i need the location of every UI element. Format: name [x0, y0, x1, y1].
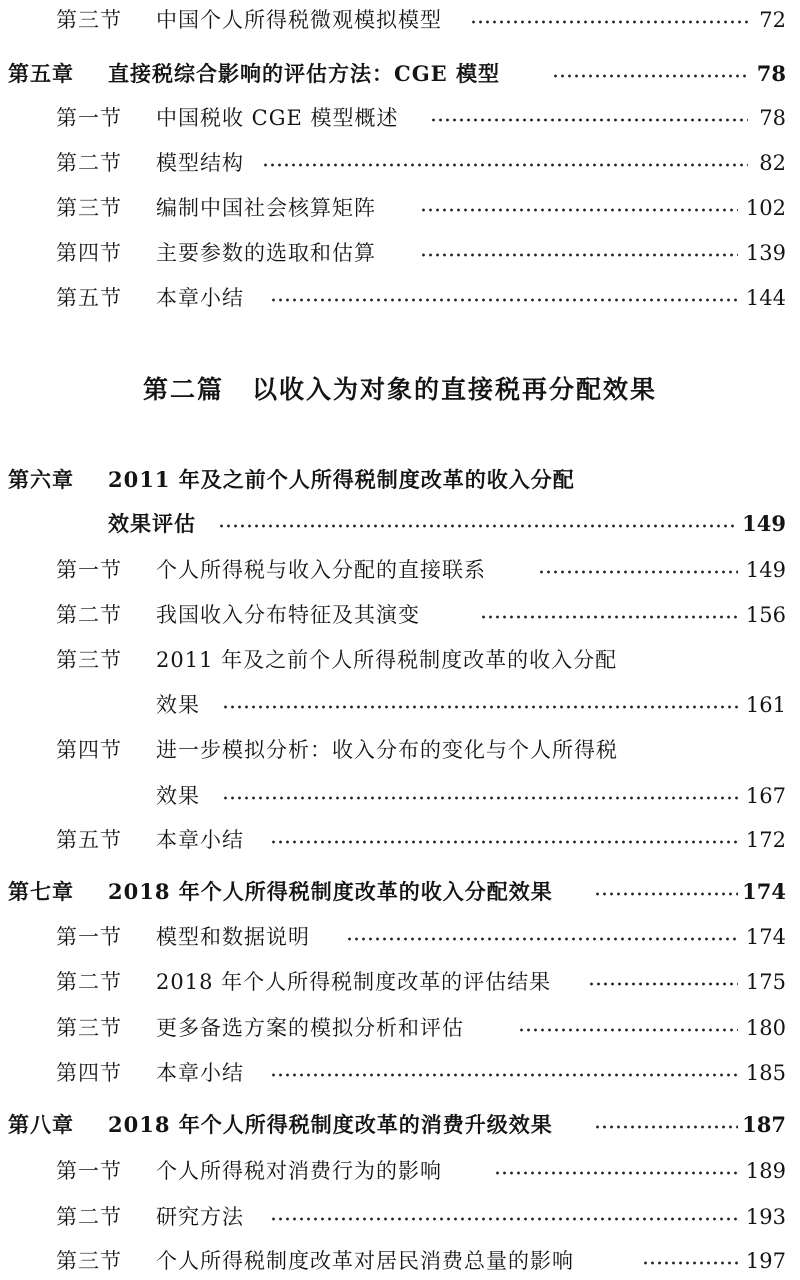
toc-entry[interactable]: [0, 1153, 800, 1189]
toc-entry-label: 第四节: [56, 738, 122, 762]
toc-entry-title: 个人所得税与收入分配的直接联系: [156, 558, 486, 582]
toc-entry-title: 2011 年及之前个人所得税制度改革的收入分配: [108, 467, 575, 492]
toc-entry-label: 第二节: [56, 603, 122, 627]
toc-leader-dots: [270, 280, 738, 316]
toc-entry-page: 102: [745, 196, 786, 220]
toc-entry-label: 第一节: [56, 1159, 122, 1183]
toc-entry-label: 第三节: [56, 8, 122, 32]
toc-entry-title: 本章小结: [156, 828, 244, 852]
toc-entry-page: 78: [759, 106, 786, 130]
toc-leader-dots: [262, 145, 748, 181]
toc-entry-label: 第二节: [56, 970, 122, 994]
toc-entry-page: 185: [745, 1061, 786, 1085]
toc-leader-dots: [430, 100, 748, 136]
toc-entry-title: 本章小结: [156, 286, 244, 310]
toc-entry-label: 第二节: [56, 151, 122, 175]
toc-leader-dots: [270, 1055, 738, 1091]
toc-entry[interactable]: [0, 642, 800, 678]
toc-leader-dots: [420, 190, 738, 226]
toc-entry-page: 187: [742, 1112, 786, 1137]
toc-entry-page: 167: [745, 784, 786, 808]
toc-entry[interactable]: [0, 732, 800, 768]
toc-leader-dots: [222, 778, 738, 814]
toc-entry-title: 直接税综合影响的评估方法：CGE 模型: [108, 61, 500, 86]
toc-entry-page: 149: [742, 511, 786, 536]
toc-entry-label: 第八章: [8, 1112, 74, 1137]
toc-entry-title: 模型和数据说明: [156, 925, 310, 949]
toc-entry-page: 78: [756, 61, 786, 86]
toc-entry-label: 第一节: [56, 106, 122, 130]
toc-leader-dots: [480, 597, 738, 633]
toc-entry-label: 第三节: [56, 1016, 122, 1040]
toc-entry-title: 中国个人所得税微观模拟模型: [156, 8, 442, 32]
toc-chapter-entry-continuation[interactable]: [0, 506, 800, 542]
toc-entry-page: 172: [745, 828, 786, 852]
toc-entry-label: 第三节: [56, 648, 122, 672]
toc-leader-dots: [346, 919, 738, 955]
toc-entry-title: 效果评估: [108, 511, 196, 536]
toc-entry-label: 第三节: [56, 1249, 122, 1273]
toc-entry-label: 第六章: [8, 467, 74, 492]
toc-entry-title: 模型结构: [156, 151, 244, 175]
toc-entry-page: 175: [745, 970, 786, 994]
toc-entry-title: 2018 年个人所得税制度改革的收入分配效果: [108, 879, 553, 904]
toc-entry-title: 主要参数的选取和估算: [156, 241, 376, 265]
toc-leader-dots: [594, 874, 738, 910]
toc-leader-dots: [642, 1243, 738, 1279]
toc-entry-title: 编制中国社会核算矩阵: [156, 196, 376, 220]
toc-entry-title: 本章小结: [156, 1061, 244, 1085]
toc-entry-page: 174: [742, 879, 786, 904]
toc-leader-dots: [270, 822, 738, 858]
toc-entry[interactable]: [0, 1055, 800, 1091]
toc-entry-continuation[interactable]: [0, 778, 800, 814]
toc-leader-dots: [218, 506, 738, 542]
toc-entry-title: 进一步模拟分析：收入分布的变化与个人所得税: [156, 738, 618, 762]
toc-entry[interactable]: [0, 190, 800, 226]
toc-entry[interactable]: [0, 1199, 800, 1235]
toc-entry-page: 161: [745, 693, 786, 717]
toc-entry[interactable]: [0, 1010, 800, 1046]
toc-entry[interactable]: [0, 919, 800, 955]
toc-entry-page: 72: [759, 8, 786, 32]
toc-entry-page: 193: [745, 1205, 786, 1229]
toc-chapter-entry[interactable]: [0, 462, 800, 498]
toc-entry-continuation[interactable]: [0, 687, 800, 723]
part-label: 第二篇: [142, 375, 224, 404]
part-title: [0, 370, 800, 410]
toc-entry-title: 研究方法: [156, 1205, 244, 1229]
toc-entry-label: 第四节: [56, 241, 122, 265]
toc-leader-dots: [494, 1153, 738, 1189]
toc-leader-dots: [538, 552, 738, 588]
toc-entry[interactable]: [0, 2, 800, 38]
toc-entry-title: 中国税收 CGE 模型概述: [156, 106, 399, 130]
toc-entry-label: 第一节: [56, 558, 122, 582]
toc-entry[interactable]: [0, 822, 800, 858]
part-heading: 以收入为对象的直接税再分配效果: [252, 375, 658, 404]
toc-entry[interactable]: [0, 235, 800, 271]
toc-entry-label: 第七章: [8, 879, 74, 904]
toc-entry-page: 156: [745, 603, 786, 627]
toc-chapter-entry[interactable]: [0, 1107, 800, 1143]
toc-leader-dots: [470, 2, 748, 38]
toc-entry-page: 82: [759, 151, 786, 175]
toc-entry-label: 第五节: [56, 828, 122, 852]
toc-entry[interactable]: [0, 1243, 800, 1279]
toc-entry[interactable]: [0, 964, 800, 1000]
toc-entry-label: 第一节: [56, 925, 122, 949]
toc-entry-page: 149: [745, 558, 786, 582]
toc-leader-dots: [420, 235, 738, 271]
toc-entry[interactable]: [0, 100, 800, 136]
toc-entry-label: 第五章: [8, 61, 74, 86]
toc-entry-title: 效果: [156, 693, 200, 717]
toc-entry[interactable]: [0, 145, 800, 181]
toc-leader-dots: [552, 56, 748, 92]
toc-leader-dots: [270, 1199, 738, 1235]
toc-entry-page: 189: [745, 1159, 786, 1183]
toc-entry-title: 个人所得税对消费行为的影响: [156, 1159, 442, 1183]
toc-entry-label: 第三节: [56, 196, 122, 220]
toc-entry-page: 139: [745, 241, 786, 265]
toc-entry-label: 第五节: [56, 286, 122, 310]
toc-leader-dots: [518, 1010, 738, 1046]
toc-entry-label: 第二节: [56, 1205, 122, 1229]
toc-entry-page: 144: [745, 286, 786, 310]
toc-entry[interactable]: [0, 597, 800, 633]
toc-entry-page: 180: [745, 1016, 786, 1040]
toc-leader-dots: [222, 687, 738, 723]
toc-leader-dots: [588, 964, 738, 1000]
toc-entry-title: 效果: [156, 784, 200, 808]
toc-entry-title: 2011 年及之前个人所得税制度改革的收入分配: [156, 648, 618, 672]
toc-entry-title: 2018 年个人所得税制度改革的消费升级效果: [108, 1112, 553, 1137]
toc-leader-dots: [594, 1107, 738, 1143]
toc-chapter-entry[interactable]: [0, 56, 800, 92]
toc-entry-title: 更多备选方案的模拟分析和评估: [156, 1016, 464, 1040]
toc-entry-title: 2018 年个人所得税制度改革的评估结果: [156, 970, 552, 994]
toc-entry-page: 174: [745, 925, 786, 949]
toc-entry[interactable]: [0, 552, 800, 588]
toc-entry-title: 我国收入分布特征及其演变: [156, 603, 420, 627]
toc-entry-title: 个人所得税制度改革对居民消费总量的影响: [156, 1249, 574, 1273]
toc-entry-page: 197: [745, 1249, 786, 1273]
toc-entry[interactable]: [0, 280, 800, 316]
toc-entry-label: 第四节: [56, 1061, 122, 1085]
toc-chapter-entry[interactable]: [0, 874, 800, 910]
